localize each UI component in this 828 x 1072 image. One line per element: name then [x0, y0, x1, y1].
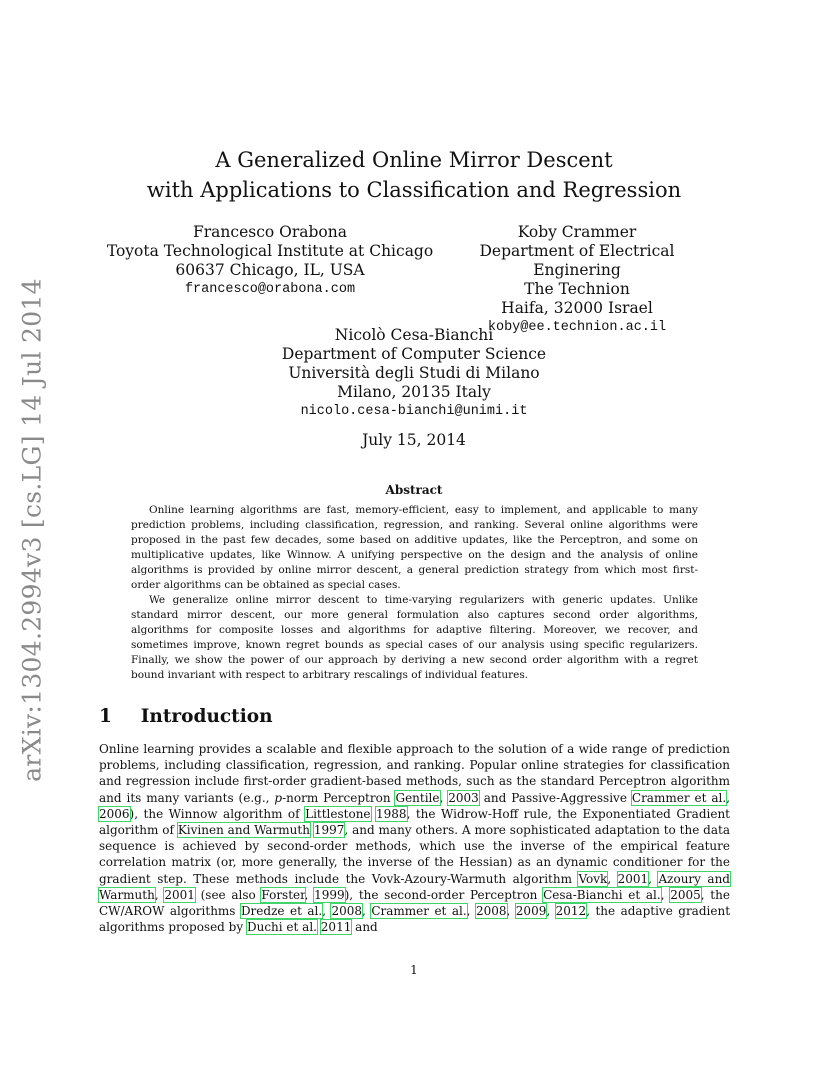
citation-link[interactable]: 2011: [320, 920, 352, 935]
paper-title-line-2: with Applications to Classification and Regression: [146, 178, 682, 202]
body-text-run: ,: [546, 904, 556, 919]
introduction-body: [99, 741, 730, 935]
body-text-run: ,: [154, 887, 165, 902]
author-address: The Technion: [524, 280, 630, 298]
citation-link[interactable]: 1999: [314, 887, 345, 902]
arxiv-identifier: arXiv:1304.2994v3 [cs.LG] 14 Jul 2014: [17, 278, 47, 782]
math-variable: p: [274, 790, 283, 805]
citation-link[interactable]: 2008: [475, 904, 507, 919]
body-text-run: ,: [362, 904, 372, 919]
abstract-paragraph-2: We generalize online mirror descent to time-varying regularizers with generic updates. Unlike standard mirror descent, our more general formulation also captures second order algorithms, algorithms for composite losses and algorithms for adaptive filtering. Moreover, we recover, and sometimes improve, known regret bounds as special cases of our analysis using specific regularizers. Finally, we show the power of our approach by deriving a new second order algorithm with a regret bound invariant with respect to arbitrary rescalings of individual features.: [131, 594, 698, 681]
citation-link[interactable]: 2001: [617, 871, 649, 886]
introduction-paragraph: [99, 741, 730, 935]
citation-link[interactable]: Azoury and Warmuth: [99, 871, 730, 902]
body-text-run: ,: [322, 904, 332, 919]
body-text-run: ,: [439, 790, 449, 805]
citation-link[interactable]: Vovk: [578, 871, 608, 886]
author-name: Francesco Orabona: [193, 223, 347, 241]
paper-title-line-1: A Generalized Online Mirror Descent: [215, 148, 613, 172]
author-address: Haifa, 32000 Israel: [501, 299, 653, 317]
body-text-run: ,: [726, 790, 730, 805]
author-affiliation: Toyota Technological Institute at Chicago: [106, 242, 434, 260]
section-number: 1: [99, 706, 112, 727]
citation-link[interactable]: 2005: [670, 887, 701, 902]
author-address: Università degli Studi di Milano: [288, 364, 540, 382]
author-block-3: [214, 326, 614, 421]
body-text-run: Online learning provides a scalable and flexible approach to the solution of a wide range of prediction problems, including classification, regression, and ranking. Popular online strategies for classification and regression include first-order gradient-based methods, such as the standard Perceptron algorithm and its many variants (e.g.,: [99, 742, 730, 805]
citation-link[interactable]: Crammer et al.: [631, 790, 727, 805]
author-name: Koby Crammer: [517, 223, 637, 241]
body-text-run: ,: [607, 871, 618, 886]
citation-link[interactable]: Forster: [261, 887, 305, 902]
body-text-run: and: [351, 920, 378, 935]
paper-date: July 15, 2014: [362, 431, 466, 449]
page-number: 1: [410, 963, 418, 977]
body-text-run: and Passive-Aggressive: [478, 790, 632, 805]
body-text-run: (see also: [194, 887, 262, 902]
citation-link[interactable]: 1988: [376, 806, 407, 821]
body-text-run: , and many others. A more sophisticated adaptation to the data sequence is achieved by second-order methods, which use the inverse of the empirical feature correlation matrix (or, more generally, the inverse of the Hessian) as an dynamic conditioner for the gradient step. These methods include the Vovk-Azoury-Warmuth algorithm: [99, 823, 730, 886]
citation-link[interactable]: Crammer et al.: [371, 904, 467, 919]
citation-link[interactable]: Gentile: [395, 790, 440, 805]
author-affiliation: Department of Electrical Enginering: [479, 242, 675, 279]
author-address: Milano, 20135 Italy: [337, 383, 491, 401]
citation-link[interactable]: 2006: [99, 806, 130, 821]
citation-link[interactable]: Dredze et al.: [240, 904, 323, 919]
citation-link[interactable]: 2001: [164, 887, 195, 902]
citation-link[interactable]: 2008: [331, 904, 363, 919]
abstract-paragraph-1: Online learning algorithms are fast, memory-efficient, easy to implement, and applicable to many prediction problems, including classification, regression, and ranking. Several online algorithms were proposed in the past few decades, some based on additive updates, like the Perceptron, and some on multiplicative updates, like Winnow. A unifying perspective on the design and the analysis of online algorithms is provided by online mirror descent, a general prediction strategy from which most first-order algorithms can be obtained as special cases.: [131, 504, 698, 591]
arxiv-stamp: [12, 278, 52, 782]
body-text-run: ,: [304, 887, 315, 902]
author-email[interactable]: nicolo.cesa-bianchi@unimi.it: [300, 404, 528, 419]
body-text-run: , the Widrow-Hoff rule, the Exponentiated Gradient algorithm of: [99, 806, 730, 838]
body-text-run: , the CW/AROW algorithms: [99, 887, 730, 919]
body-text-run: -norm Perceptron: [282, 790, 396, 805]
body-text-run: ,: [648, 871, 659, 886]
author-email[interactable]: koby@ee.technion.ac.il: [487, 320, 667, 335]
author-name: Nicolò Cesa-Bianchi: [334, 326, 494, 344]
section-title: Introduction: [140, 706, 273, 727]
author-email[interactable]: francesco@orabona.com: [184, 282, 356, 297]
abstract-heading: Abstract: [385, 483, 443, 497]
body-text-run: ,: [506, 904, 516, 919]
citation-link[interactable]: Duchi et al.: [246, 920, 317, 935]
body-text-run: , the adaptive gradient algorithms proposed by: [99, 904, 731, 935]
author-affiliation: Department of Computer Science: [281, 345, 547, 363]
author-address: 60637 Chicago, IL, USA: [175, 261, 365, 279]
body-text-run: ), the Winnow algorithm of: [129, 806, 306, 821]
citation-link[interactable]: 2003: [448, 790, 479, 805]
citation-link[interactable]: Littlestone: [305, 806, 371, 821]
abstract-body: [131, 503, 698, 683]
citation-link[interactable]: Kivinen and Warmuth: [177, 823, 310, 838]
author-block-1: [100, 223, 440, 299]
body-text-run: ,: [660, 887, 671, 902]
citation-link[interactable]: Cesa-Bianchi et al.: [543, 887, 661, 902]
body-text-run: ), the second-order Perceptron: [344, 887, 544, 902]
section-heading: [99, 706, 273, 727]
citation-link[interactable]: 2012: [555, 904, 587, 919]
citation-link[interactable]: 2009: [515, 904, 547, 919]
citation-link[interactable]: 1997: [313, 823, 345, 838]
body-text-run: ,: [466, 904, 476, 919]
author-block-2: [440, 223, 714, 337]
